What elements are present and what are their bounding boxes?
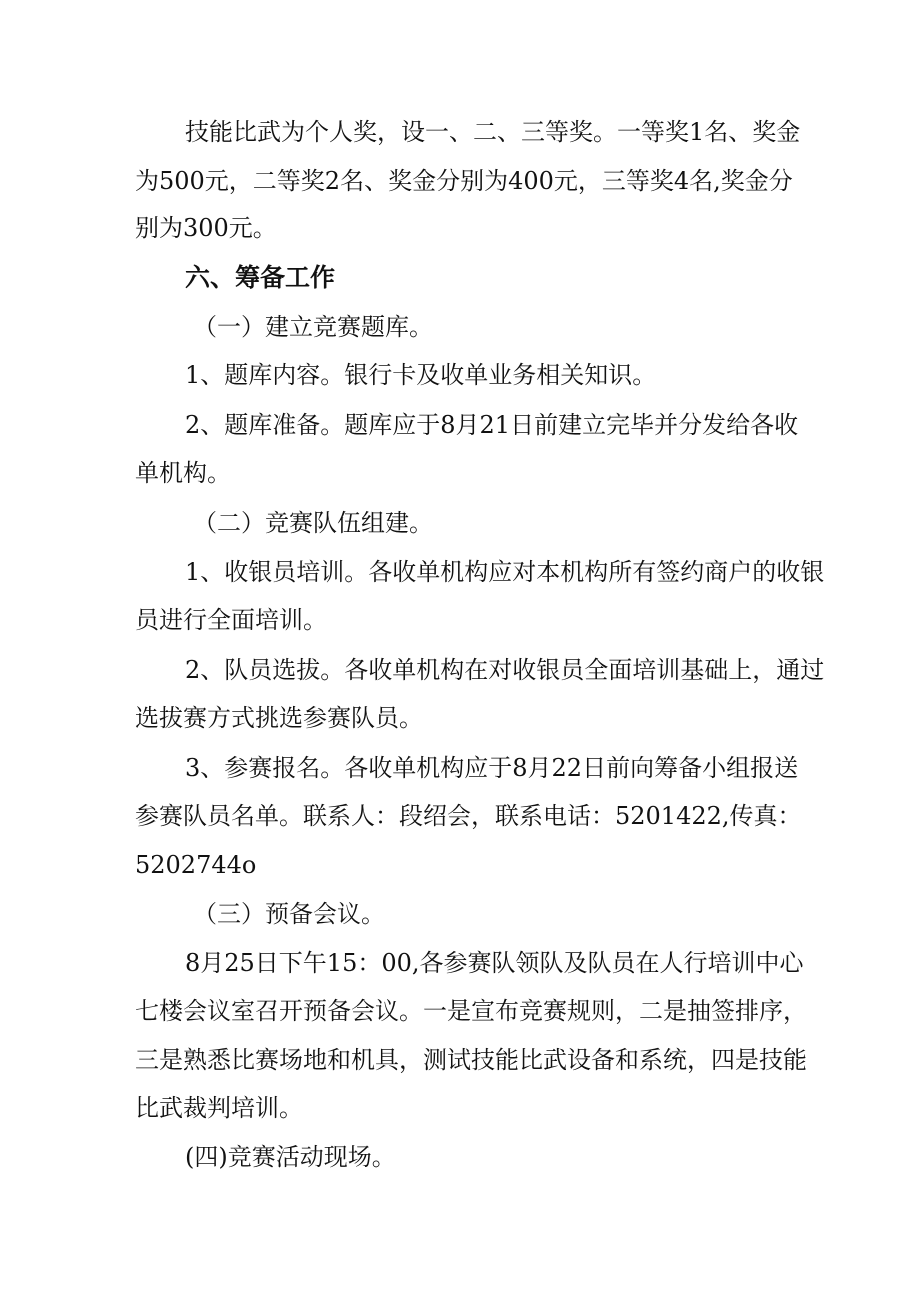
prize-line-1: 技能比武为个人奖，设一、二、三等奖。一等奖1名、奖金 bbox=[185, 118, 801, 146]
sub-three-heading: （三）预备会议。 bbox=[193, 900, 385, 928]
item-3-line-1: 8月25日下午15：00,各参赛队领队及队员在人行培训中心 bbox=[185, 949, 804, 977]
item-2-1-line-1: 1、收银员培训。各收单机构应对本机构所有签约商户的收银 bbox=[185, 558, 825, 586]
item-2-2-line-2: 选拔赛方式挑选参赛队员。 bbox=[135, 704, 423, 732]
sub-one-heading: （一）建立竞赛题库。 bbox=[193, 313, 433, 341]
item-1-2-line-2: 单机构。 bbox=[135, 459, 231, 487]
item-2-3-line-2: 参赛队员名单。联系人：段绍会，联系电话：5201422,传真： bbox=[135, 802, 802, 830]
item-2-3-line-3: 5202744o bbox=[135, 851, 257, 879]
item-3-line-4: 比武裁判培训。 bbox=[135, 1094, 303, 1122]
prize-line-3: 别为300元。 bbox=[135, 214, 277, 242]
item-1-1-line-1: 1、题库内容。银行卡及收单业务相关知识。 bbox=[185, 361, 657, 389]
sub-two-heading: （二）竞赛队伍组建。 bbox=[193, 509, 433, 537]
sub-four-heading: (四)竞赛活动现场。 bbox=[185, 1143, 396, 1171]
item-2-3-line-1: 3、参赛报名。各收单机构应于8月22日前向筹备小组报送 bbox=[185, 754, 799, 782]
prize-line-2: 为500元，二等奖2名、奖金分别为400元，三等奖4名,奖金分 bbox=[135, 167, 793, 195]
item-3-line-2: 七楼会议室召开预备会议。一是宣布竞赛规则，二是抽签排序， bbox=[135, 997, 807, 1025]
item-2-1-line-2: 员进行全面培训。 bbox=[135, 606, 327, 634]
item-2-2-line-1: 2、队员选拔。各收单机构在对收银员全面培训基础上，通过 bbox=[185, 656, 825, 684]
section-six-heading: 六、筹备工作 bbox=[185, 263, 336, 292]
item-3-line-3: 三是熟悉比赛场地和机具，测试技能比武设备和系统，四是技能 bbox=[135, 1046, 807, 1074]
item-1-2-line-1: 2、题库准备。题库应于8月21日前建立完毕并分发给各收 bbox=[185, 411, 799, 439]
